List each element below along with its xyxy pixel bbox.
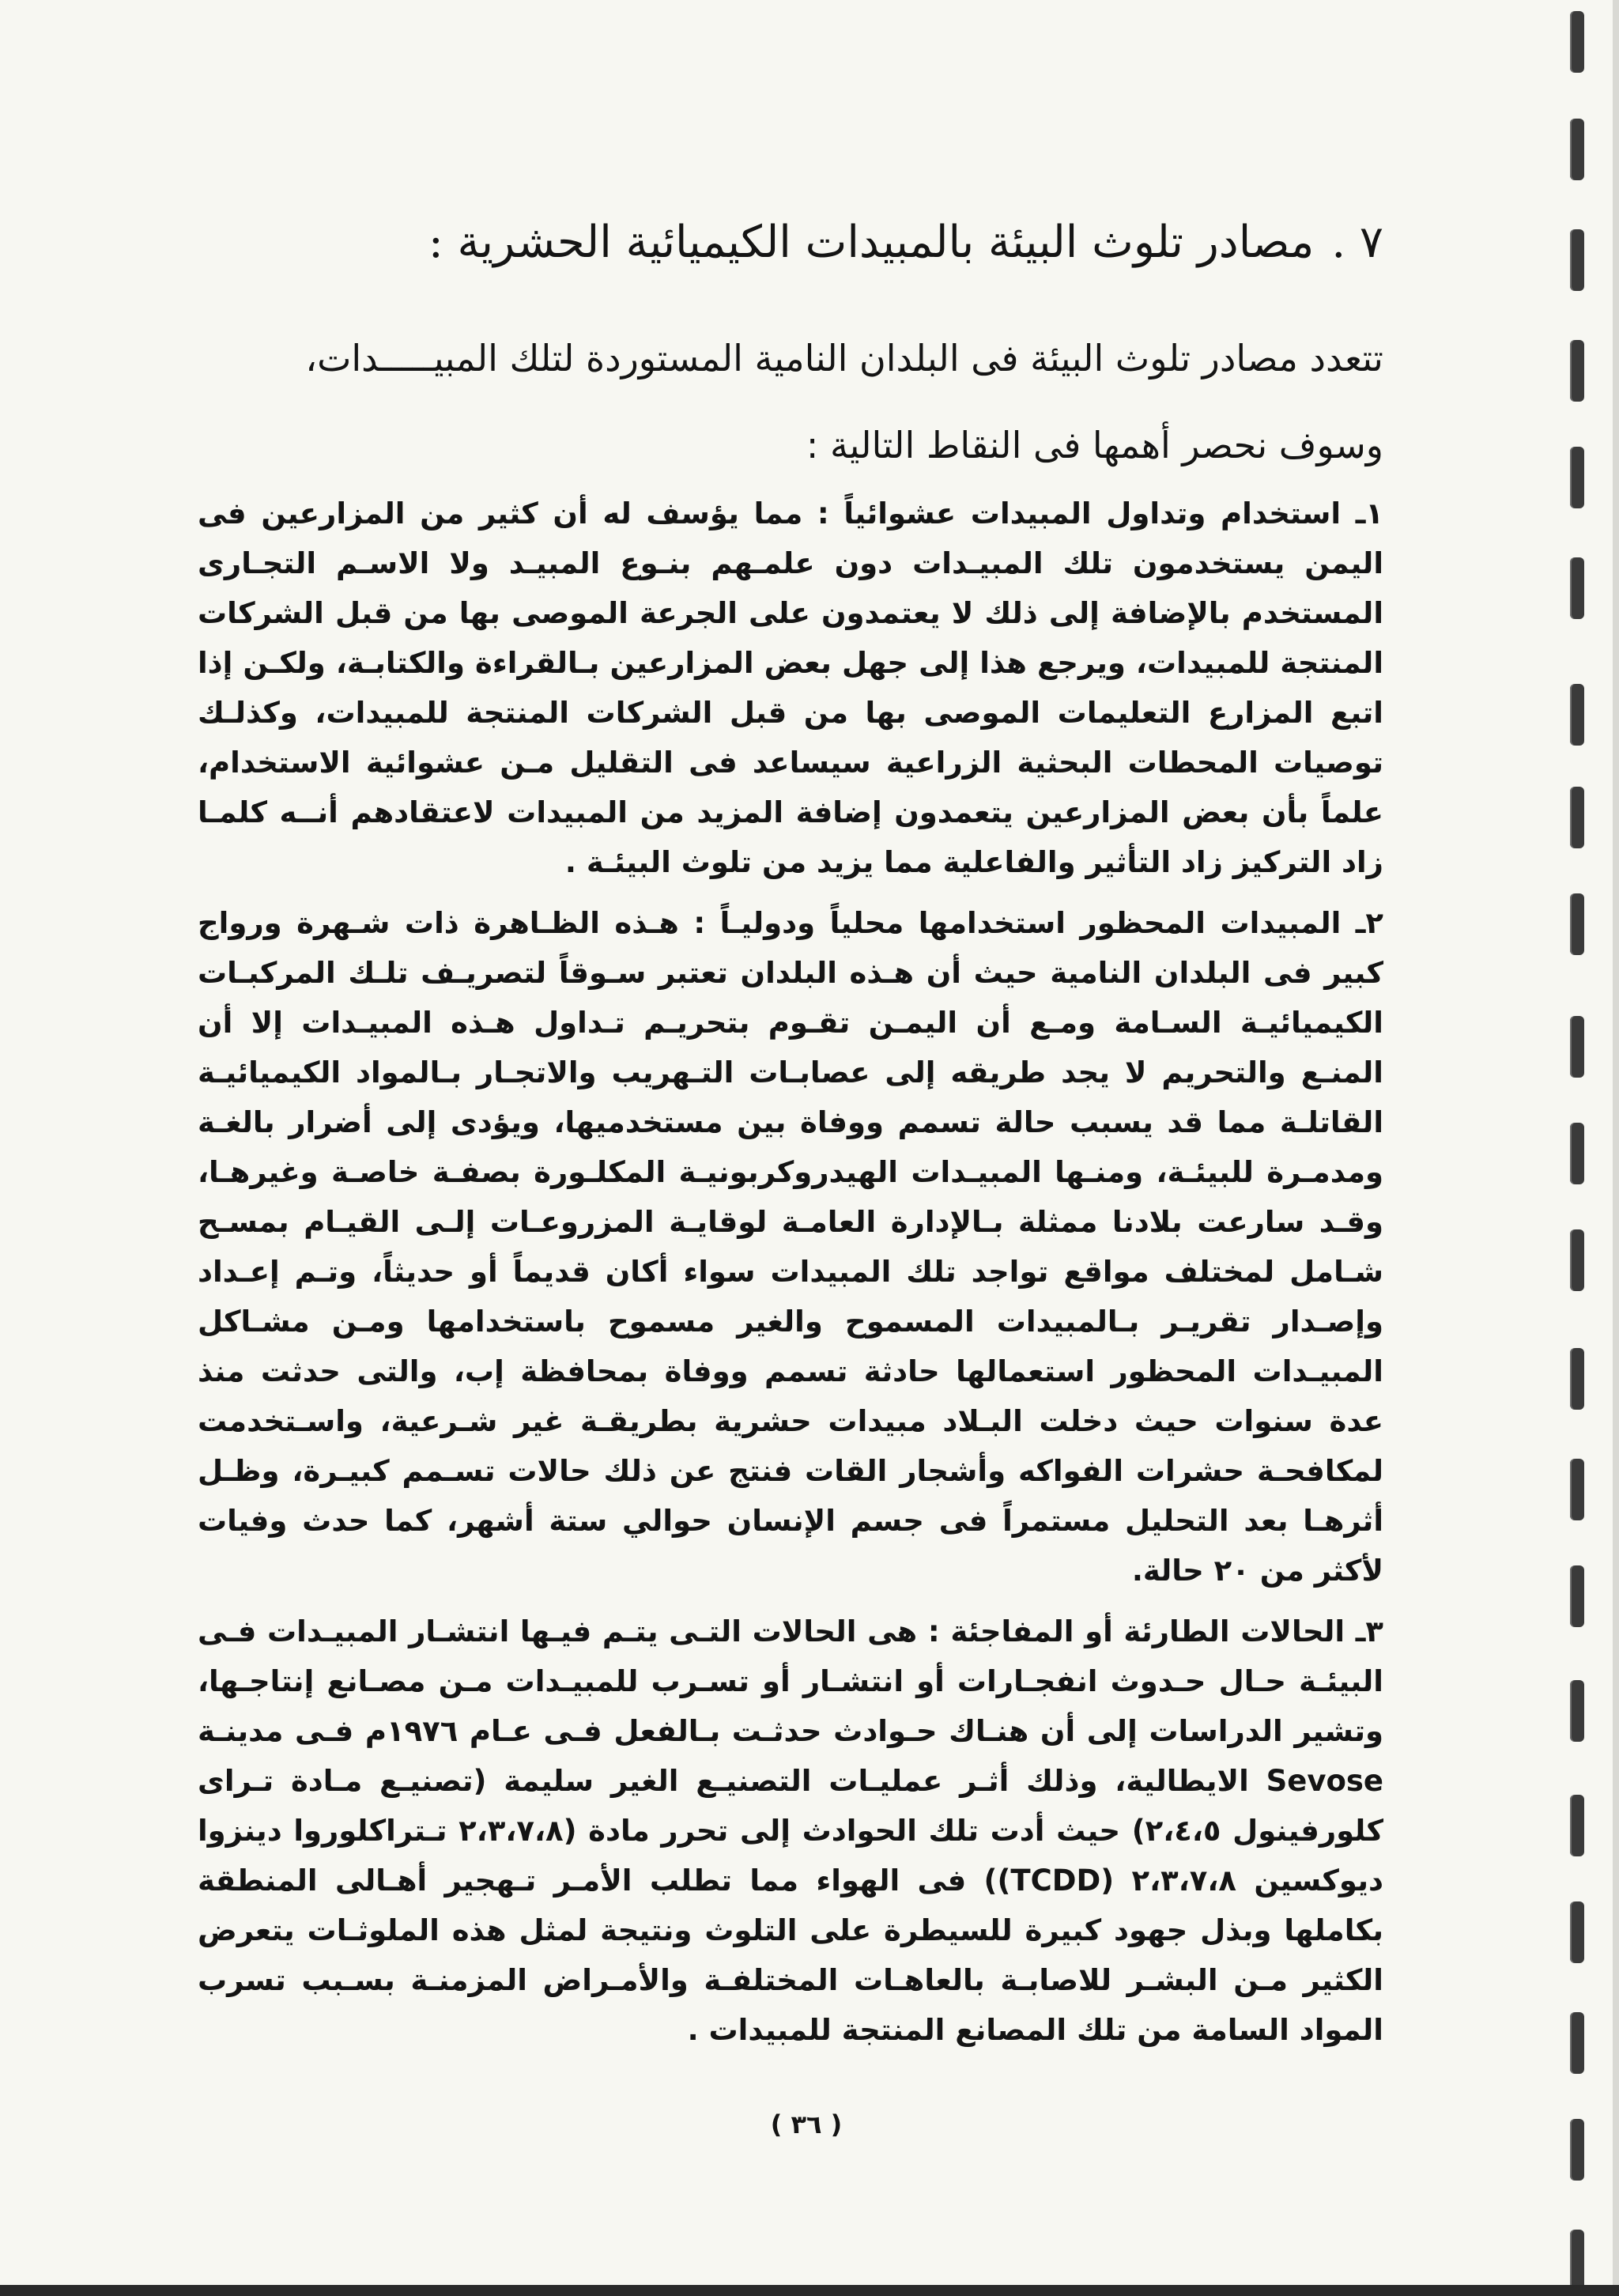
binding-ring xyxy=(1570,684,1584,746)
binding-ring xyxy=(1570,1795,1584,1856)
binding-ring xyxy=(1570,11,1584,73)
binding-ring xyxy=(1570,1459,1584,1520)
page-content xyxy=(198,0,1383,2296)
binding-ring xyxy=(1570,119,1584,180)
spiral-binding xyxy=(1565,0,1597,2296)
binding-ring xyxy=(1570,1901,1584,1963)
binding-ring xyxy=(1570,1123,1584,1184)
points-list xyxy=(198,489,1383,2066)
binding-ring xyxy=(1570,1229,1584,1291)
binding-ring xyxy=(1570,1348,1584,1410)
page-bottom-edge xyxy=(0,2285,1619,2296)
binding-ring xyxy=(1570,2119,1584,2181)
section-number: ٧ . xyxy=(1331,217,1383,268)
binding-ring xyxy=(1570,1680,1584,1742)
binding-ring xyxy=(1570,2012,1584,2074)
binding-ring xyxy=(1570,447,1584,508)
binding-ring xyxy=(1570,340,1584,402)
binding-ring xyxy=(1570,2230,1584,2291)
section-heading xyxy=(198,215,1383,270)
binding-ring xyxy=(1570,557,1584,619)
page-number: ( ٣٦ ) xyxy=(770,2109,843,2139)
list-item: ٣ـ الحالات الطارئة أو المفاجئة : هى الحالات التـى يتـم فيـها انتشـار المبيـدات فـى البيئـة حـال حـدوث انفجـارات أو انتشـار أو تسـرب للمبيـدات مـن مصـانع إنتاجـها، وتشير الدراسات إلى أن هنـاك حـوادث حدثـت بـالفعل فـى عـام ١٩٧٦م فـى مدينـة Sevose الايطالية، وذلك أثـر عمليـات التصنيـع الغير سليمة (تصنيـع مـادة تـراى كلورفينول ٢،٤،٥) حيث أدت تلك الحوادث إلى تحرر مادة (٢،٣،٧،٨ تـتراكلوروا دينزوا ديوكسين ٢،٣،٧،٨ (TCDD)) فى الهواء مما تطلب الأمـر تـهجير أهـالى المنطقة بكاملها وبذل جهود كبيرة للسيطرة على التلوث ونتيجة لمثل هذه الملوثـات يتعرض الكثير مـن البشـر للاصابـة بالعاهـات المختلفـة والأمـراض المزمنـة بسـبب تسرب المواد السامة من تلك المصانع المنتجة للمبيدات . xyxy=(198,1614,1383,2047)
list-item: ٢ـ المبيدات المحظور استخدامها محلياً ودوليـاً : هـذه الظـاهرة ذات شـهرة ورواج كبير فى البلدان النامية حيث أن هـذه البلدان تعتبر سـوقاً لتصريـف تلـك المركبـات الكيميائيـة السـامة ومـع أن اليمـن تقـوم بتحريـم تـداول هـذه المبيـدات إلا أن المنـع والتحريم لا يجد طريقه إلى عصابـات التـهريب والاتجـار بـالمواد الكيميائيـة القاتلـة مما قد يسبب حالة تسمم ووفاة بين مستخدميها، ويؤدى إلى أضرار بالغـة ومدمـرة للبيئـة، ومنـها المبيـدات الهيدروكربونيـة المكلـورة بصفـة خاصـة وغيرهـا، وقـد سارعت بلادنا ممثلة بـالإدارة العامـة لوقايـة المزروعـات إلـى القيـام بمسـح شـامل لمختلف مواقع تواجد تلك المبيدات سواء أكان قديماً أو حديثاً، وتـم إعـداد وإصـدار تقريـر بـالمبيدات المسموح والغير مسموح باستخدامها ومـن مشـاكل المبيـدات المحظور استعمالها حادثة تسمم ووفاة بمحافظة إب، والتى حدثت منذ عدة سنوات حيث دخلت البـلاد مبيدات حشرية بطريقـة غير شـرعية، واسـتخدمت لمكافحـة حشرات الفواكه وأشجار القات فنتج عن ذلك حالات تسـمم كبيـرة، وظـل أثرهـا بعد التحليل مستمراً فى جسم الإنسان حوالي ستة أشهر، كما حدث وفيات لأكثر من ٢٠ حالة. xyxy=(198,906,1383,1588)
intro-paragraph: تتعدد مصادر تلوث البيئة فى البلدان النامية المستوردة لتلك المبيـــــدات، وسوف نحصر أهمها فى النقاط التالية : xyxy=(305,337,1383,466)
section-title: مصادر تلوث البيئة بالمبيدات الكيميائية الحشرية : xyxy=(428,217,1315,268)
binding-ring xyxy=(1570,893,1584,955)
list-item: ١ـ استخدام وتداول المبيدات عشوائياً : مما يؤسف له أن كثير من المزارعين فى اليمن يستخدمون تلك المبيـدات دون علمـهم بنـوع المبيـد ولا الاسـم التجـارى المستخدم بالإضافة إلى ذلك لا يعتمدون على الجرعة الموصى بها من قبل الشركات المنتجة للمبيدات، ويرجع هذا إلى جهل بعض المزارعين بـالقراءة والكتابـة، ولكـن إذا اتبع المزارع التعليمات الموصى بها من قبل الشركات المنتجة للمبيدات، وكذلـك توصيات المحطات البحثية الزراعية سيساعد فى التقليل مـن عشوائية الاستخدام، علماً بأن بعض المزارعين يتعمدون إضافة المزيد من المبيدات لاعتقادهم أنــه كلمـا زاد التركيز زاد التأثير والفاعلية مما يزيد من تلوث البيئـة . xyxy=(198,497,1383,879)
binding-ring xyxy=(1570,229,1584,291)
binding-ring xyxy=(1570,787,1584,848)
binding-ring xyxy=(1570,1565,1584,1627)
page-edge xyxy=(1613,0,1619,2296)
binding-ring xyxy=(1570,1016,1584,1078)
